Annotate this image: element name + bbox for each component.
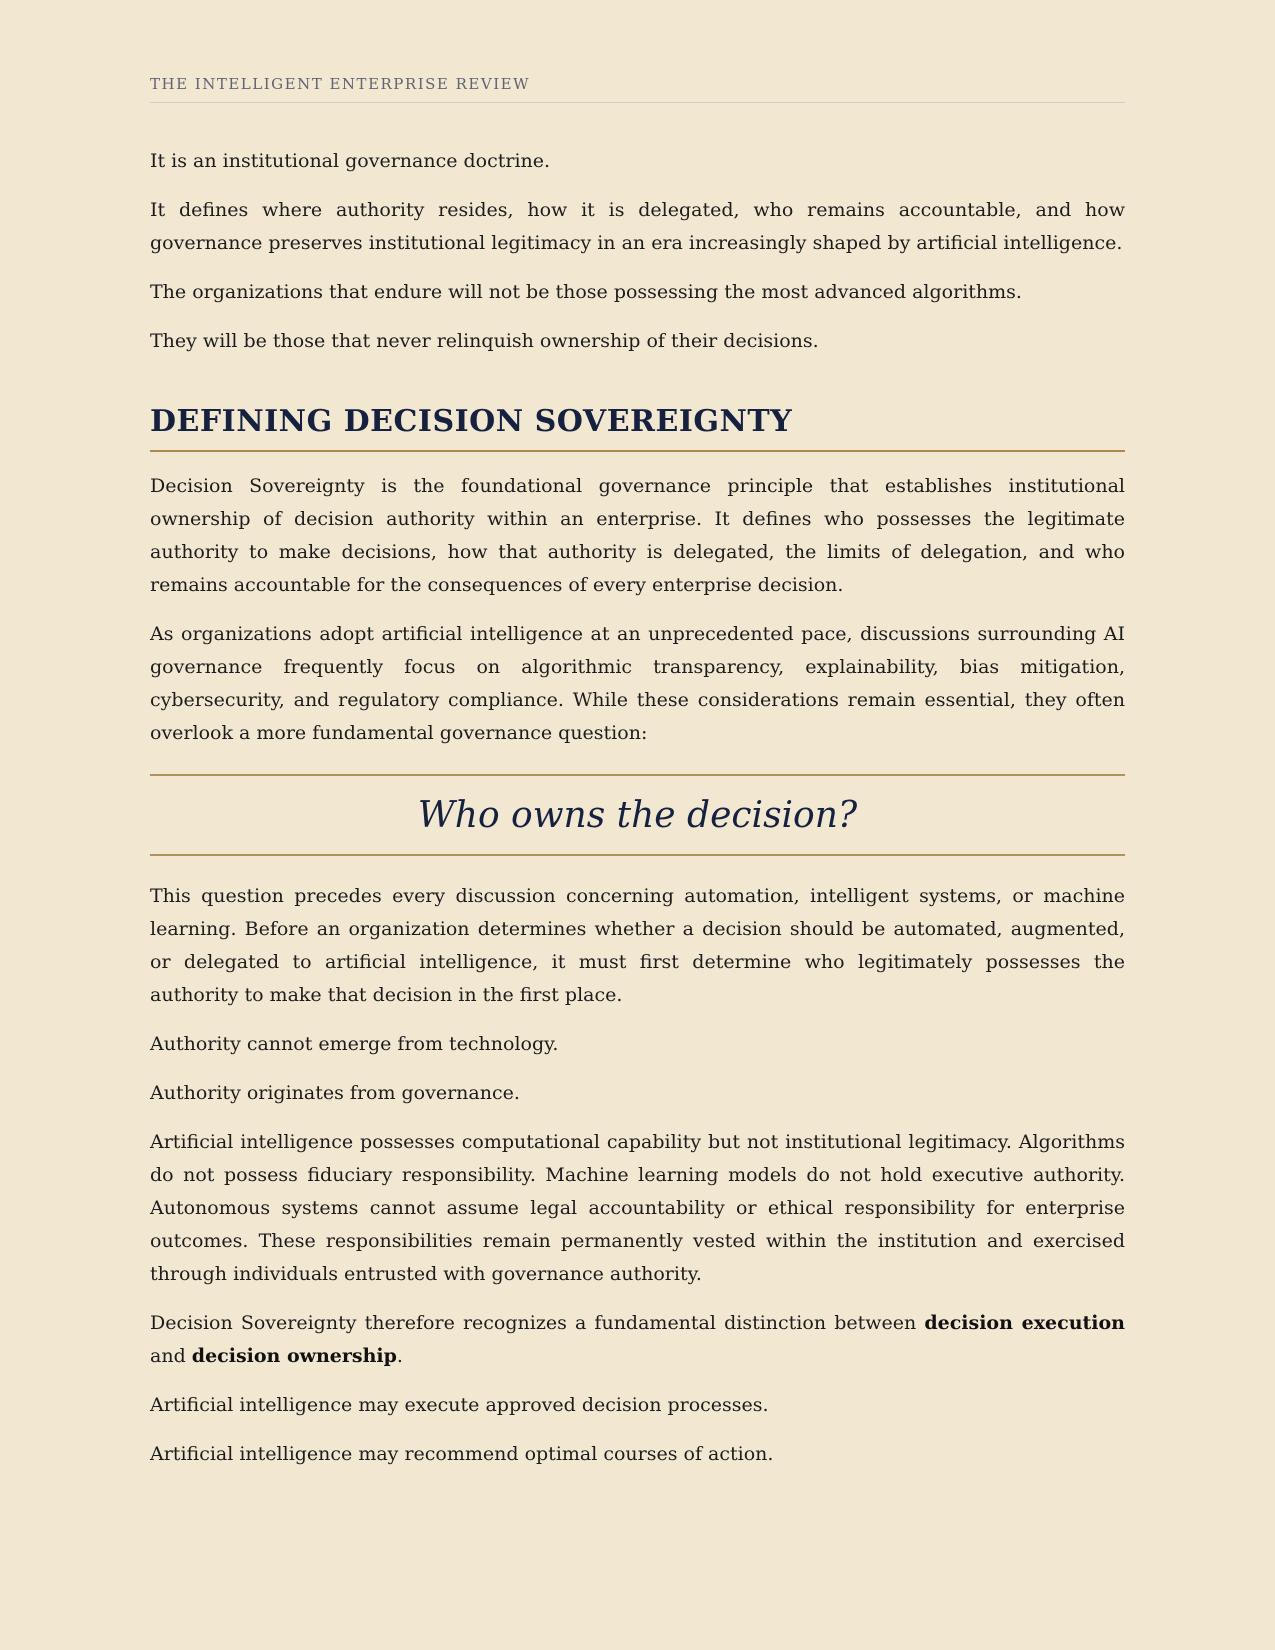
term-decision-execution: decision execution xyxy=(924,1312,1125,1334)
intro-paragraph: The organizations that endure will not be those possessing the most advanced algorithms. xyxy=(150,281,1022,303)
body-paragraph: As organizations adopt artificial intelligence at an unprecedented pace, discussions surrounding AI governance frequently focus on algorithmic transparency, explainability, bias mitigation, cybersecurity, and regulatory compliance. While these considerations remain essential, they often overlook a more fundamental governance question: xyxy=(150,623,1125,744)
intro-paragraph: It defines where authority resides, how it is delegated, who remains accountable, and how governance preserves institutional legitimacy in an era increasingly shaped by artificial intelligence. xyxy=(150,199,1125,254)
running-header: THE INTELLIGENT ENTERPRISE REVIEW xyxy=(150,0,1125,103)
intro-paragraph: It is an institutional governance doctrine. xyxy=(150,150,551,172)
term-decision-ownership: decision ownership xyxy=(191,1345,397,1367)
body-paragraph: Artificial intelligence possesses computational capability but not institutional legitimacy. Algorithms do not possess fiduciary responsibility. Machine learning models do not hold executive authority. Autonomous systems cannot assume legal accountability or ethical responsibility for enterprise outcomes. These responsibilities remain permanently vested within the institution and exercised through individuals entrusted with governance authority. xyxy=(150,1131,1125,1285)
body-paragraph: Decision Sovereignty is the foundational governance principle that establishes institutional ownership of decision authority within an enterprise. It defines who possesses the legitimate authority to make decisions, how that authority is delegated, the limits of delegation, and who remains accountable for the consequences of every enterprise decision. xyxy=(150,475,1125,596)
section-body xyxy=(150,470,1125,1471)
body-paragraph: Artificial intelligence may execute approved decision processes. xyxy=(150,1394,769,1416)
distinction-end: . xyxy=(396,1345,403,1367)
intro-paragraph: They will be those that never relinquish ownership of their decisions. xyxy=(150,330,819,352)
distinction-paragraph xyxy=(150,1307,1125,1373)
body-paragraph: Authority originates from governance. xyxy=(150,1082,520,1104)
section-heading: DEFINING DECISION SOVEREIGNTY xyxy=(150,402,1125,452)
body-paragraph: Authority cannot emerge from technology. xyxy=(150,1033,559,1055)
intro-block xyxy=(150,145,1125,358)
pull-quote: Who owns the decision? xyxy=(150,774,1125,856)
body-paragraph: Artificial intelligence may recommend optimal courses of action. xyxy=(150,1443,774,1465)
body-paragraph: This question precedes every discussion concerning automation, intelligent systems, or machine learning. Before an organization determines whether a decision should be automated, augmented, or delegated to artificial intelligence, it must first determine who legitimately possesses the authority to make that decision in the first place. xyxy=(150,885,1125,1006)
distinction-lead: Decision Sovereignty therefore recognizes a fundamental distinction between xyxy=(150,1312,925,1334)
distinction-connector: and xyxy=(150,1345,192,1367)
